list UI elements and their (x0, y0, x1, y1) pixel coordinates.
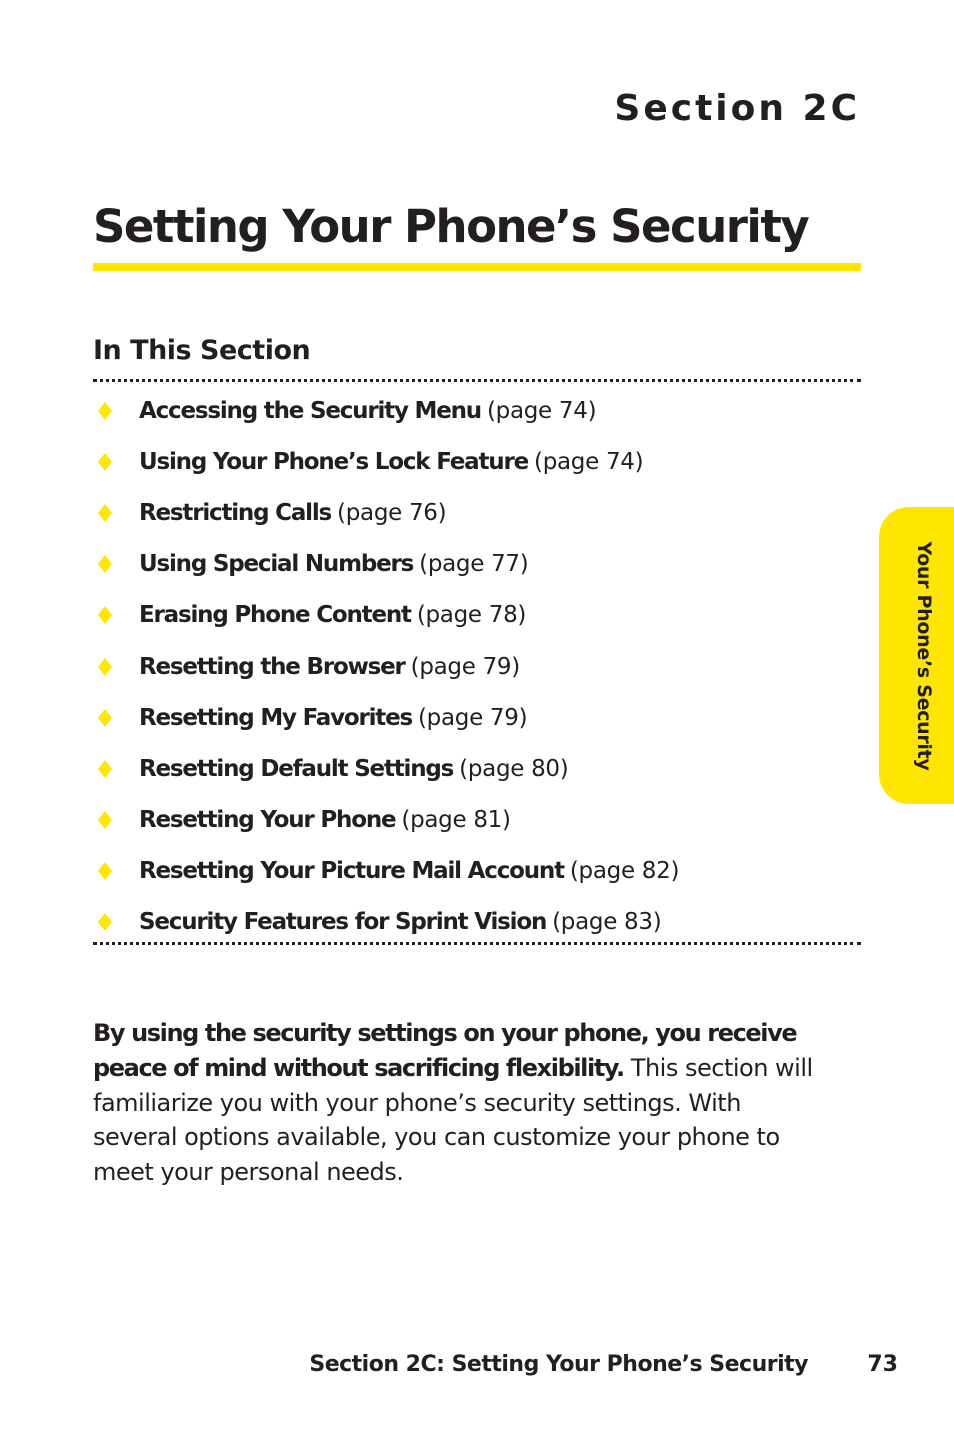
dotted-divider-top (93, 379, 861, 382)
list-item-page: (page 79) (418, 704, 528, 731)
list-item-title: Using Your Phone’s Lock Feature (139, 448, 529, 475)
list-item-page: (page 76) (337, 499, 447, 526)
diamond-bullet-icon (93, 760, 139, 778)
diamond-bullet-icon (93, 555, 139, 573)
list-item[interactable] (93, 743, 861, 794)
title-underline (93, 263, 861, 271)
section-contents-list (93, 385, 861, 948)
list-item-title: Resetting the Browser (139, 653, 405, 680)
diamond-bullet-icon (93, 402, 139, 420)
diamond-bullet-icon (93, 709, 139, 727)
diamond-bullet-icon (93, 811, 139, 829)
diamond-bullet-icon (93, 453, 139, 471)
list-item[interactable] (93, 795, 861, 846)
page-title: Setting Your Phone’s Security (93, 200, 809, 253)
list-item-page: (page 82) (569, 858, 680, 885)
list-item-page: (page 74) (486, 397, 597, 424)
list-item-title: Accessing the Security Menu (139, 397, 481, 424)
list-item[interactable] (93, 590, 861, 641)
intro-body: This section will familiarize you with your phone’s security settings. With several options available, you can customize your phone to meet your personal needs. (93, 1053, 813, 1187)
list-item-page: (page 81) (401, 807, 511, 834)
list-item-page: (page 77) (419, 551, 529, 578)
side-tab-label: Your Phone’s Security (913, 541, 935, 771)
list-item[interactable] (93, 692, 861, 743)
list-item[interactable] (93, 897, 861, 948)
in-this-section-heading: In This Section (93, 335, 311, 366)
dotted-divider-bottom (93, 942, 861, 945)
list-item-title: Restricting Calls (139, 499, 332, 526)
list-item[interactable] (93, 846, 861, 897)
list-item-title: Resetting My Favorites (139, 704, 412, 731)
intro-paragraph (93, 1016, 813, 1190)
diamond-bullet-icon (93, 606, 139, 624)
footer-section-title: Section 2C: Setting Your Phone’s Security (309, 1352, 808, 1377)
list-item[interactable] (93, 385, 861, 436)
list-item-title: Resetting Your Phone (139, 807, 396, 834)
list-item-title: Resetting Your Picture Mail Account (139, 858, 564, 885)
list-item-page: (page 74) (534, 448, 644, 475)
diamond-bullet-icon (93, 658, 139, 676)
diamond-bullet-icon (93, 504, 139, 522)
list-item[interactable] (93, 436, 861, 487)
section-label: Section 2C (614, 88, 860, 129)
list-item-title: Resetting Default Settings (139, 755, 454, 782)
diamond-bullet-icon (93, 862, 139, 880)
intro-lead: By using the security settings on your phone, you receive peace of mind without sacrificing flexibility. (93, 1019, 797, 1082)
list-item-title: Erasing Phone Content (139, 602, 411, 629)
list-item-title: Using Special Numbers (139, 551, 414, 578)
list-item-page: (page 79) (410, 653, 520, 680)
list-item[interactable] (93, 487, 861, 538)
list-item-title: Security Features for Sprint Vision (139, 909, 547, 936)
list-item-page: (page 83) (552, 909, 662, 936)
diamond-bullet-icon (93, 913, 139, 931)
list-item[interactable] (93, 641, 861, 692)
list-item-page: (page 78) (416, 602, 527, 629)
list-item[interactable] (93, 539, 861, 590)
page-number: 73 (867, 1352, 898, 1377)
list-item-page: (page 80) (459, 755, 569, 782)
